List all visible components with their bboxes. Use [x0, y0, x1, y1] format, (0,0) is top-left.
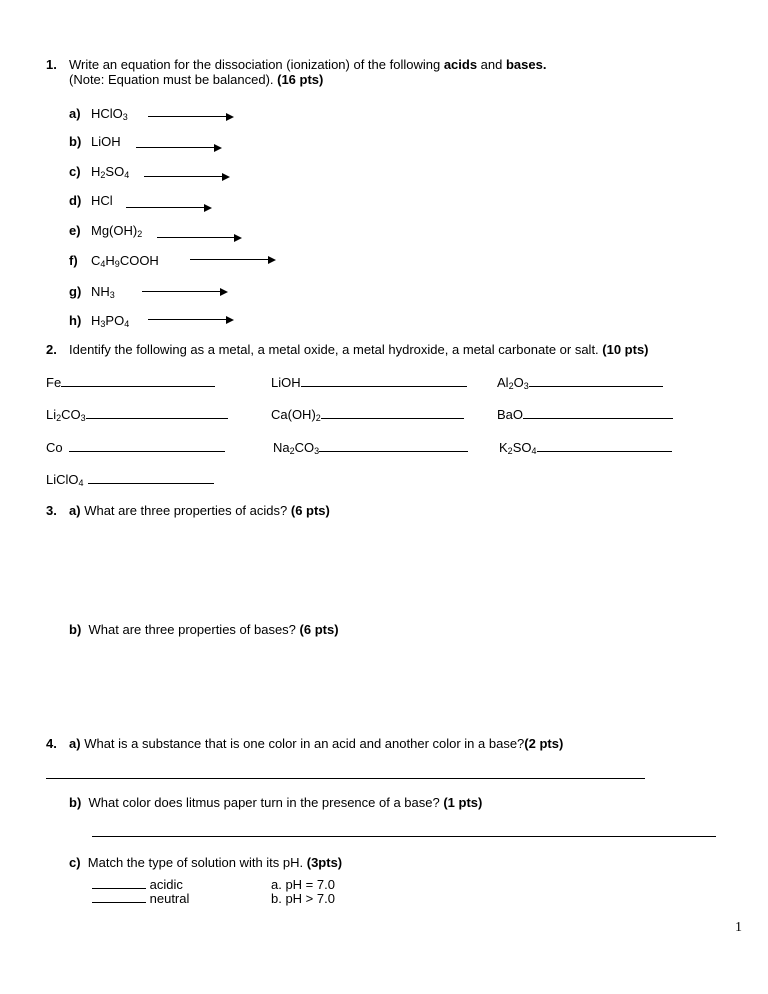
q3b-label: b) — [69, 622, 82, 637]
q1-item-h-arrow — [148, 319, 232, 320]
q2-points: (10 pts) — [602, 342, 649, 357]
q3b-text: What are three properties of bases? — [88, 622, 300, 637]
q4a-label: a) — [69, 736, 81, 751]
q1-item-f-formula: $C_4H_9COOH$ — [91, 253, 159, 269]
answer-blank[interactable] — [61, 375, 215, 387]
q1-item-c-arrow — [144, 176, 228, 177]
q4b-text: What color does litmus paper turn in the presence of a base? — [88, 795, 444, 810]
q2-item-al2o3: $Al_2O_3$ — [497, 375, 663, 391]
q1-prompt-line1 — [69, 57, 546, 73]
q4c-text: Match the type of solution with its pH. — [87, 855, 307, 870]
q1-item-h-formula: $H_3PO_4$ — [91, 313, 130, 329]
q4c-match-acidic: acidic — [92, 877, 183, 893]
q1-item-c-formula: $H_2SO_4$ — [91, 164, 130, 180]
q2-item-k2so4: $K_2SO_4$ — [499, 440, 672, 456]
q1-bold-bases: bases. — [505, 57, 547, 72]
q1-item-e-formula: $Mg(OH)_2$ — [91, 223, 143, 239]
q2-text: Identify the following as a metal, a metal oxide, a metal hydroxide, a metal carbonate or salt. — [69, 342, 603, 357]
q3a-text: What are three properties of acids? — [84, 503, 291, 518]
q1-item-d-arrow — [126, 207, 210, 208]
q4a-points: (2 pts) — [524, 736, 564, 751]
answer-blank[interactable] — [69, 440, 225, 452]
q1-number: 1. — [46, 57, 57, 72]
q3b-prompt — [69, 622, 339, 638]
answer-blank[interactable] — [321, 407, 464, 419]
q3b-points: (6 pts) — [299, 622, 339, 637]
q2-number: 2. — [46, 342, 57, 357]
q4c-prompt — [69, 855, 342, 871]
answer-blank[interactable] — [523, 407, 673, 419]
q4-number: 4. — [46, 736, 57, 751]
q1-item-e-label: e) — [69, 223, 81, 238]
q2-item-liclo4: LiClO$_4$ — [46, 472, 214, 488]
q2-item-lioh: LiOH — [271, 375, 467, 391]
q1-item-h-label: h) — [69, 313, 82, 328]
q2-item-li2co3: $Li_2CO_3$ — [46, 407, 228, 423]
answer-blank[interactable] — [88, 472, 214, 484]
page-number: 1 — [735, 920, 742, 935]
q4c-label: c) — [69, 855, 81, 870]
q1-text: Write an equation for the dissociation (ionization) of the following — [69, 57, 444, 72]
q2-item-caoh2: $Ca(OH)_2$ — [271, 407, 464, 423]
q1-item-d-formula: HCl — [91, 193, 113, 208]
q4a-answer-line[interactable] — [46, 778, 645, 779]
q1-item-b-label: b) — [69, 134, 82, 149]
answer-blank[interactable] — [319, 440, 468, 452]
q1-item-g-formula: $NH_3$ — [91, 284, 115, 300]
q1-item-a-arrow — [148, 116, 232, 117]
q3-number: 3. — [46, 503, 57, 518]
q1-item-b-arrow — [136, 147, 220, 148]
q3a-prompt — [69, 503, 330, 519]
answer-blank[interactable] — [537, 440, 672, 452]
q1-item-g-label: g) — [69, 284, 82, 299]
q1-points: (16 pts) — [277, 72, 324, 87]
q2-item-co: Co — [46, 440, 225, 456]
q1-prompt-line2 — [69, 72, 323, 88]
q1-item-a-label: a) — [69, 106, 81, 121]
q1-bold-acids: acids — [443, 57, 478, 72]
q4b-answer-line[interactable] — [92, 836, 716, 837]
q4b-points: (1 pts) — [443, 795, 483, 810]
answer-blank[interactable] — [301, 375, 467, 387]
q2-item-fe: Fe — [46, 375, 215, 391]
q4c-option-b: b. pH > 7.0 — [271, 891, 335, 906]
answer-blank[interactable] — [92, 891, 146, 903]
q4a-text: What is a substance that is one color in an acid and another color in a base? — [84, 736, 525, 751]
q1-item-c-label: c) — [69, 164, 81, 179]
q1-item-b-formula: LiOH — [91, 134, 121, 149]
q4b-prompt — [69, 795, 482, 811]
q4c-match-neutral: neutral — [92, 891, 189, 907]
q4b-label: b) — [69, 795, 82, 810]
q3a-label: a) — [69, 503, 81, 518]
q1-item-f-arrow — [190, 259, 274, 260]
q1-item-d-label: d) — [69, 193, 82, 208]
q1-item-a-formula: HClO$_3$ — [91, 106, 128, 122]
answer-blank[interactable] — [86, 407, 228, 419]
answer-blank[interactable] — [92, 877, 146, 889]
q2-item-bao: BaO — [497, 407, 673, 423]
q2-item-na2co3: $Na_2CO_3$ — [273, 440, 468, 456]
q1-item-g-arrow — [142, 291, 226, 292]
q1-item-e-arrow — [157, 237, 240, 238]
q1-note: (Note: Equation must be balanced). — [69, 72, 278, 87]
q4c-option-a: a. pH = 7.0 — [271, 877, 335, 892]
q4a-prompt — [69, 736, 563, 752]
answer-blank[interactable] — [529, 375, 663, 387]
q1-text-and: and — [477, 57, 506, 72]
q2-prompt — [69, 342, 649, 358]
q1-item-f-label: f) — [69, 253, 78, 268]
q4c-points: (3pts) — [306, 855, 343, 870]
q3a-points: (6 pts) — [290, 503, 330, 518]
